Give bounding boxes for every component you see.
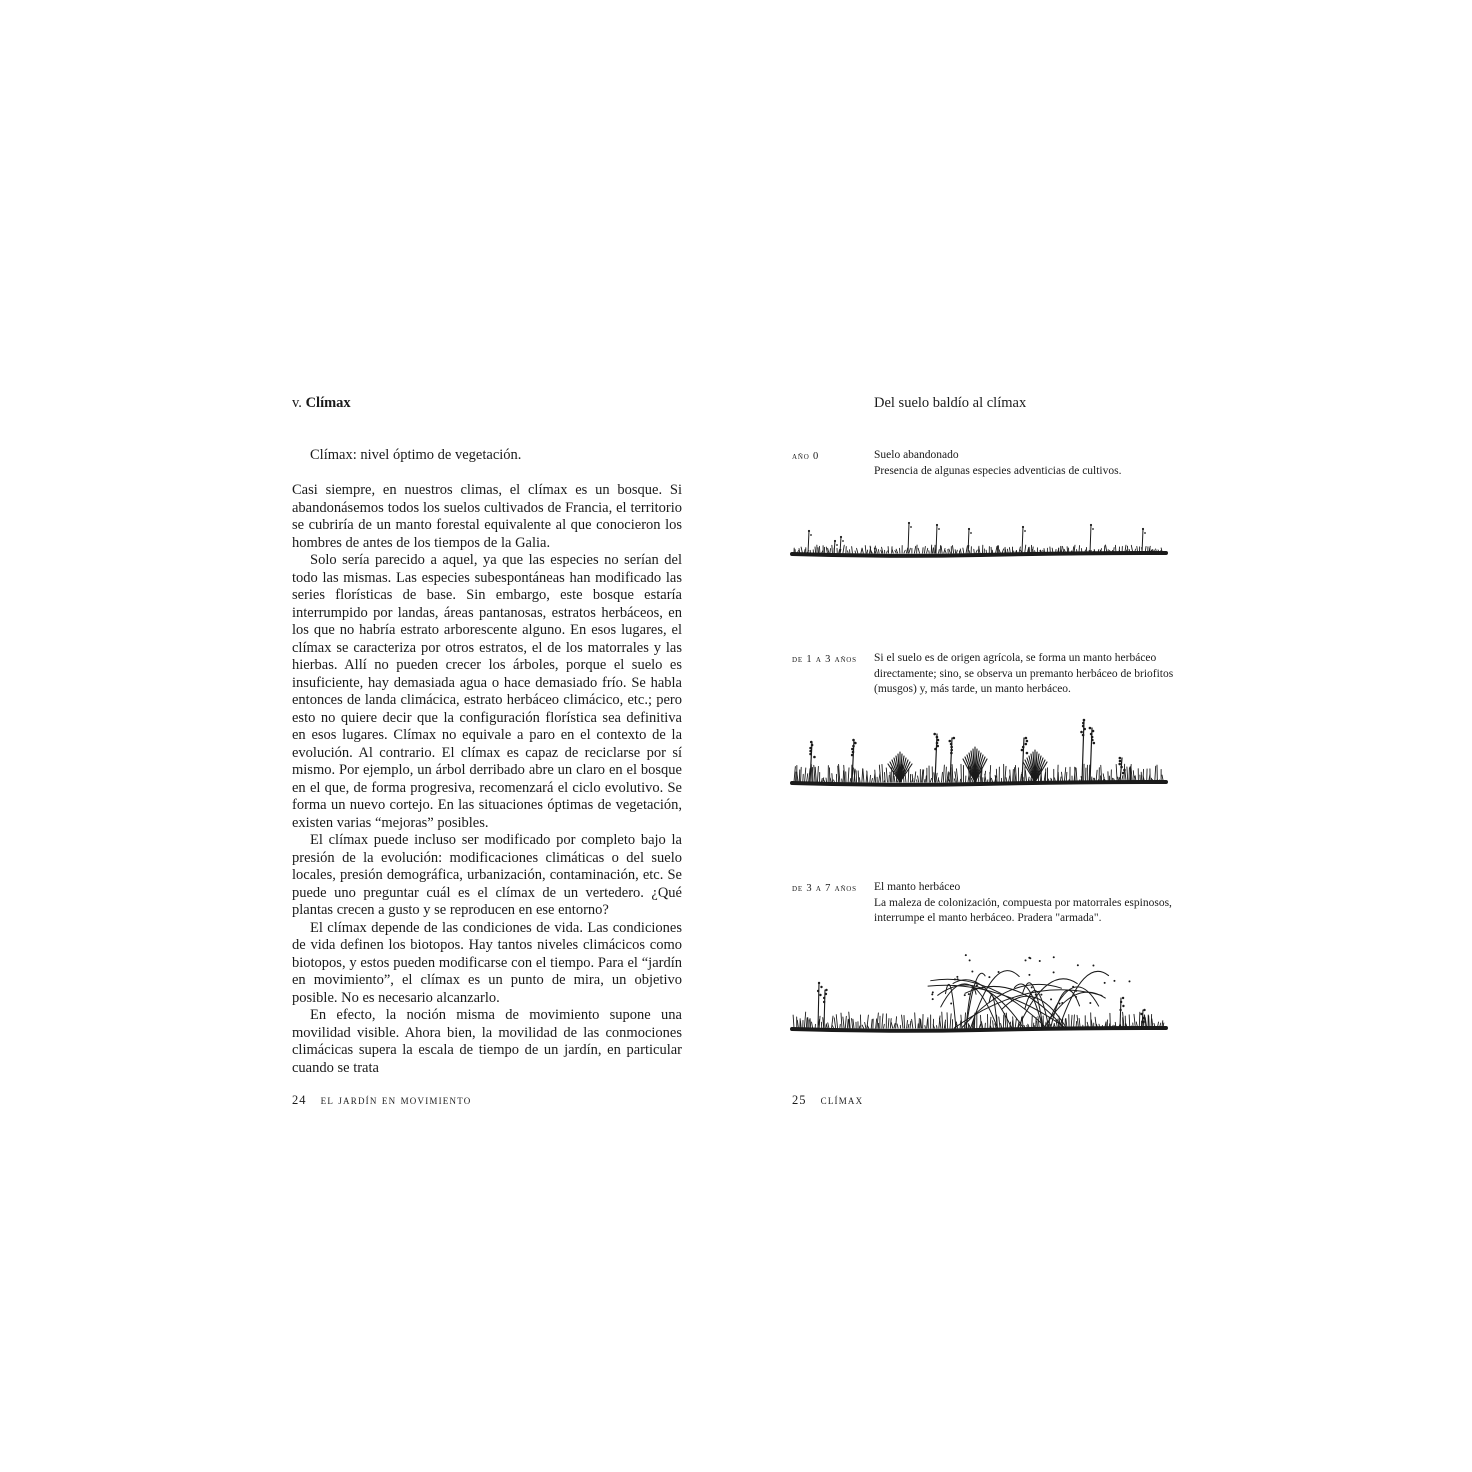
chapter-heading: [292, 394, 351, 412]
herb-mantle-sketch: [790, 710, 1170, 795]
stage-label-year-0: año 0: [792, 451, 820, 462]
stage-text-1-3-years: [874, 651, 1174, 698]
epigraph: Clímax: nivel óptimo de vegetación.: [310, 447, 522, 463]
folio-left: [292, 1093, 471, 1108]
stage-title: El manto herbáceo: [874, 881, 961, 893]
chapter-number: v.: [292, 395, 302, 411]
paragraph: El clímax depende de las condiciones de vida. Las condiciones de vida definen los biotopos. Hay tantos niveles climácicos como biotopos, y estos pueden modificarse con el tiempo. Para el “jardín en movimiento”, el clímax es un punto de mira, un objetivo posible. No es necesario alcanzarlo.: [292, 919, 682, 1006]
stage-description: La maleza de colonización, compuesta por matorrales espinosos, interrumpe el manto herbáceo. Pradera "armada".: [874, 896, 1172, 924]
folio-right: [792, 1093, 863, 1108]
page-title: Del suelo baldío al clímax: [874, 395, 1027, 411]
stage-label-3-7-years: de 3 a 7 años: [792, 883, 857, 894]
stage-description: Presencia de algunas especies adventicias de cultivos.: [874, 464, 1122, 477]
body-text: [292, 482, 682, 1077]
chapter-title: Clímax: [305, 395, 351, 411]
right-page: [736, 0, 1472, 1472]
stage-text-3-7-years: [874, 880, 1174, 927]
stage-description: Si el suelo es de origen agrícola, se forma un manto herbáceo directamente; sino, se observa un premanto herbáceo de briofitos (musgos) y, más tarde, un manto herbáceo.: [874, 652, 1174, 695]
paragraph: El clímax puede incluso ser modificado por completo bajo la presión de la evolución: modificaciones climáticas o del suelo locales, presión demográfica, urbanización, contaminación, etc. Se puede uno preguntar cuál es el clímax de un vertedero. ¿Qué plantas crecen a gusto y se reproducen en ese entorno?: [292, 832, 682, 918]
stage-title: Suelo abandonado: [874, 449, 959, 461]
running-head: el jardín en movimiento: [320, 1093, 472, 1107]
paragraph: Casi siempre, en nuestros climas, el clímax es un bosque. Si abandonásemos todos los suelos cultivados de Francia, el territorio se cubriría de un manto forestal equivalente al que conocieron los hombres de antes de los tiempos de la Galia.: [292, 482, 682, 551]
stage-label-1-3-years: de 1 a 3 años: [792, 654, 857, 665]
bare-soil-sketch: [790, 512, 1170, 562]
paragraph: En efecto, la noción misma de movimiento supone una movilidad visible. Ahora bien, la movilidad de las conmociones climácicas supera la escala de tiempo de un jardín, en particular cuando se trata: [292, 1007, 682, 1076]
stage-text-year-0: [874, 448, 1174, 479]
paragraph: Solo sería parecido a aquel, ya que las especies no serían del todo las mismas. Las especies subespontáneas han modificado las series florísticas de base. Sin embargo, este bosque estaría interrumpido por landas, áreas pantanosas, estratos herbáceos, en los que no habría estrato arborescente alguno. En esos lugares, el clímax se caracteriza por otros estratos, el de los matorrales y las hierbas. Allí no pueden crecer los árboles, porque el suelo es insuficiente, hay demasiada agua o hace demasiado frío. Se habla entonces de landa climácica, estrato herbáceo climácico, etc.; pero esto no quiere decir que la configuración florística sea definitiva en esos lugares. Clímax no equivale a paro en el contexto de la evolución. Al contrario. El clímax es capaz de reciclarse por sí mismo. Por ejemplo, un árbol derribado abre un claro en el bosque en el que, de forma progresiva, recomenzará el ciclo evolutivo. Se forma un nuevo cortejo. En las situaciones óptimas de vegetación, existen varias “mejoras” posibles.: [292, 552, 682, 831]
running-head: clímax: [820, 1093, 864, 1107]
page-number: 25: [792, 1093, 807, 1107]
shrub-thicket-sketch: [790, 945, 1170, 1040]
page-number: 24: [292, 1093, 307, 1107]
